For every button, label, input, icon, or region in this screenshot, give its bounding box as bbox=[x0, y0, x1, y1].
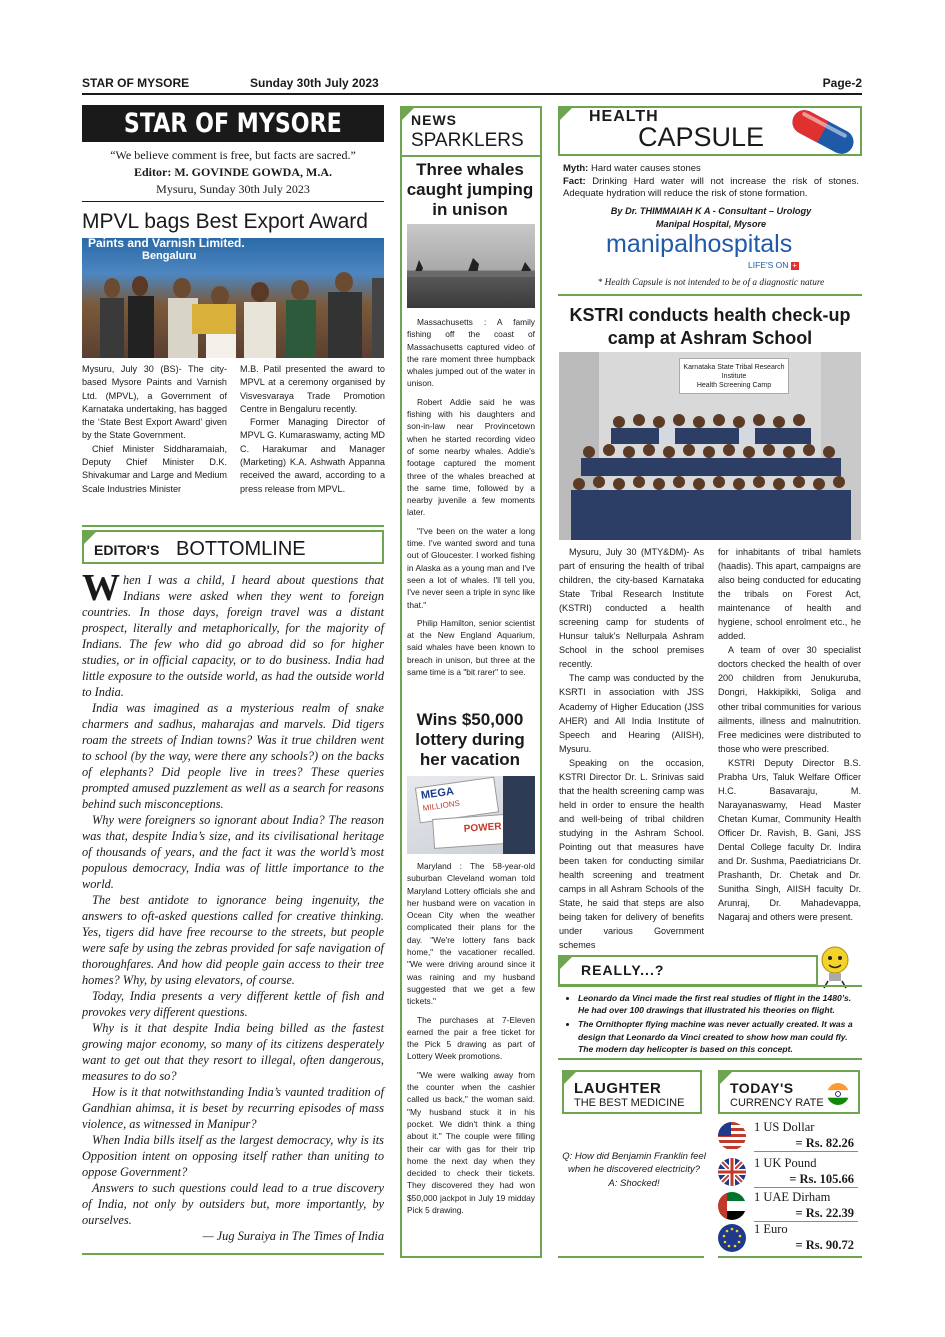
lottery-para: Maryland : The 58-year-old suburban Cleveland woman told Maryland Lottery officials she and her husband were on vacation in Ocean City when the weather complicated their plans for the day. "We're lottery fans back home," the vacationer recalled. "We were driving around since it was raining and my husband suggested that we get a few tickets." bbox=[407, 861, 535, 1007]
currency-divider bbox=[754, 1151, 858, 1152]
bottomline-para: When I was a child, I heard about questions that Indians were asked when they went to foreign countries. In those days, foreign travel was a distant prospect, literally and metaphorically, for the majority of Indians. The few who did go abroad did so for higher studies, or in official capacity, or to do business. India had little exposure to the outside world, as had the outside world to India. bbox=[82, 567, 384, 699]
currency-name: 1 UK Pound bbox=[754, 1156, 817, 1170]
health-hospital: Manipal Hospital, Mysore bbox=[655, 219, 767, 229]
currency-value: = Rs. 82.26 bbox=[795, 1136, 854, 1150]
mpvl-column-2 bbox=[240, 363, 385, 496]
uk-flag-icon bbox=[718, 1158, 746, 1186]
whales-para: Robert Addie said he was fishing with his daughters and son-in-law near Provincetown when he started recording video of some nearby whales. Addie's footage captured the moment three of the whales breached at the same time, followed by a nearby juvenile a few moments later. bbox=[407, 396, 535, 518]
bottomline-para: India was imagined as a mysterious realm of snake charmers and sadhus, maharajas and marvels. Did tigers roam the streets of Indian towns? Was it true children went to school (by the way, were there any schools?) on the backs of elephants? Did people live in trees? These queries prompted amused puzzlement as well as a search for reasons behind such misconceptions. bbox=[82, 701, 384, 811]
green-corner-marker bbox=[558, 106, 574, 122]
whales-para: Philip Hamilton, senior scientist at the New England Aquarium, said whales have been known to breach in unison, but three at the same time is a "bit rarer" to see. bbox=[407, 617, 535, 678]
mpvl-people-illustration bbox=[82, 238, 384, 358]
bottomline-para: Today, India presents a very different kettle of fish and provokes very different questions. bbox=[82, 989, 384, 1019]
laughter-subtitle: THE BEST MEDICINE bbox=[574, 1097, 685, 1109]
bottomline-para: Answers to such questions could lead to a true discovery of India, not only by outsiders but, more importantly, by ourselves. bbox=[82, 1181, 384, 1227]
really-rule bbox=[558, 985, 862, 987]
laughter-title: LAUGHTER bbox=[574, 1080, 662, 1097]
currency-name: 1 UAE Dirham bbox=[754, 1190, 831, 1204]
masthead-logo: STAR OF MYSORE bbox=[82, 105, 384, 142]
bottomline-title-bold: EDITOR'S bbox=[94, 542, 160, 558]
kstri-headline: KSTRI conducts health check-up camp at Ashram School bbox=[569, 305, 851, 348]
kstri-para: Mysuru, July 30 (MTY&DM)- As part of ensuring the health of tribal children, the city-based Karnataka State Tribal Research Institute (KSTRI) conducted a health screening camp for students of Hunsur taluk’s Nellurpala Ashram School in the school premises recently. bbox=[559, 547, 704, 670]
currency-row-aed bbox=[718, 1190, 858, 1222]
masthead-rule bbox=[82, 201, 384, 202]
lottery-background-edge bbox=[503, 776, 535, 854]
lottery-para: The purchases at 7-Eleven earned the pair a free ticket for the Pick 5 drawing as part of Lottery Week promotions. bbox=[407, 1014, 535, 1062]
bottomline-para: The best antidote to ignorance being ingenuity, the answers to oft-asked questions called for creative thinking. Yes, tigers did have free recourse to the streets, but people were safe by using the zebras provided for safe navigation of thoroughfares. And how did people gain access to their tree homes? Why, by using elevators, of course. bbox=[82, 893, 384, 987]
mpvl-award-photo bbox=[82, 238, 384, 358]
manipal-tagline: LIFE'S ON + bbox=[748, 260, 798, 270]
mpvl-photo-banner: Paints and Varnish Limited. bbox=[88, 238, 245, 250]
health-bottom-rule bbox=[558, 294, 862, 296]
mpvl-para: Former Managing Director of MPVL G. Kumaraswamy, acting MD C. Harakumar and Manager (Marketing) K.A. Ashwath Appanna received the award, according to a press release from MPVL. bbox=[240, 417, 385, 494]
sparklers-title-rule bbox=[402, 155, 540, 157]
bottomline-para: How is it that notwithstanding India’s vaunted tradition of Gandhian ahimsa, it is beset by recurring episodes of mass violence, as witnessed in Manipur? bbox=[82, 1085, 384, 1131]
bottomline-para: When India bills itself as the largest democracy, why is its Opposition intent on opposing itself rather than uniting to oppose Government? bbox=[82, 1133, 384, 1179]
really-fact-item: • The Ornithopter flying machine was never actually created. It was a design that Leonardo da Vinci created to show how man could fly. The modern day helicopter is based on this concept. bbox=[578, 1018, 860, 1055]
bottomline-para: Why is it that despite India being billed as the fastest growing major economy, so many of its citizens desperately want to get out that they resort to illegal, often dangerous, measures to do so? bbox=[82, 1021, 384, 1083]
header-rule bbox=[82, 93, 862, 95]
mpvl-headline: MPVL bags Best Export Award bbox=[82, 210, 368, 233]
currency-row-usd bbox=[718, 1120, 858, 1152]
health-disclaimer: * Health Capsule is not intended to be of a diagnostic nature bbox=[597, 278, 825, 288]
sparklers-title-bold: NEWS bbox=[411, 112, 457, 128]
health-myth-fact: Myth: Hard water causes stones Fact: Drinking Hard water will not increase the risk of stones. Adequate hydration will reduce the risk of stone formation. bbox=[563, 163, 860, 199]
kstri-group-photo bbox=[559, 352, 861, 540]
currency-title: TODAY'S bbox=[730, 1080, 794, 1096]
really-bottom-rule bbox=[558, 1058, 862, 1060]
currency-value: = Rs. 90.72 bbox=[795, 1238, 854, 1252]
whales-headline: Three whales caught jumping in unison bbox=[406, 160, 534, 219]
kstri-para: A team of over 30 specialist doctors checked the health of over 200 children from Jenukuruba, Dongri, Hakkipikki, Soliga and other tribal communities for various ailments, illness and malnutrition. Free medicines were distributed to those who were prescribed. bbox=[718, 645, 861, 754]
eu-flag-icon bbox=[718, 1224, 746, 1252]
kstri-para: The camp was conducted by the KSRTI in association with JSS Academy of Higher Education (JSS AHER) and All India Institute of Speech and Hearing (AIISH), Mysuru. bbox=[559, 673, 704, 754]
mpvl-para: M.B. Patil presented the award to MPVL at a ceremony organised by Visvesvaraya Trade Promotion Centre in Bengaluru recently. bbox=[240, 364, 385, 414]
bottomline-para: Why were foreigners so ignorant about India? The reason was that, despite India’s size, and its civilisational heritage of thousands of years, and the fact it was the world’s most populous democracy, India was of little importance to the world. bbox=[82, 813, 384, 891]
currency-name: 1 US Dollar bbox=[754, 1120, 815, 1134]
header-paper-name: STAR OF MYSORE bbox=[82, 76, 190, 90]
kstri-para: Speaking on the occasion, KSTRI Director Dr. L. Srinivas said that the health screening camp was held in order to ensure the health and well-being of tribal children studying in the Ashram School. Pointing out that measures have been taken for conducting similar health screening and treatment camps in all Ashram Schools of the State, he said that steps are also being taken for delivery of benefits under various Government schemes bbox=[559, 757, 704, 951]
currency-row-gbp bbox=[718, 1156, 858, 1188]
sparklers-title-light: SPARKLERS bbox=[411, 130, 524, 151]
lottery-body bbox=[407, 860, 535, 1222]
header-page-number: Page-2 bbox=[822, 76, 862, 90]
laughter-question: Q: How did Benjamin Franklin feel when he discovered electricity? bbox=[562, 1151, 706, 1176]
mpvl-para: Mysuru, July 30 (BS)- The city-based Mysore Paints and Varnish Ltd. (MPVL), a Government of Karnataka undertaking, has bagged the ‘State Best Export Award’ given by the State Government. bbox=[82, 364, 227, 441]
kstri-crowd-illustration bbox=[559, 352, 861, 540]
laughter-joke bbox=[562, 1150, 706, 1190]
kstri-column-2 bbox=[718, 545, 861, 924]
really-facts bbox=[564, 992, 860, 1057]
india-flag-icon bbox=[827, 1083, 849, 1105]
whales-silhouettes bbox=[407, 224, 535, 308]
kstri-para: for inhabitants of tribal hamlets (haadis). This apart, campaigns are also being conducted for educating the tribals on Forest Act, maintenance of health and hygiene, school enrolment etc., he added. bbox=[718, 547, 861, 642]
lottery-para: "We were walking away from the counter when the cashier called us back," the woman said. "My husband stuck it in his pocket. We didn't think a thing about it." The couple were filling their car with gas for their trip home the next day when they decided to check their tickets. They discovered they had won $50,000 jackpot in July 19 midday Pick 5 drawing. bbox=[407, 1069, 535, 1216]
header-date: Sunday 30th July 2023 bbox=[250, 76, 379, 90]
uae-flag-icon bbox=[718, 1192, 746, 1220]
currency-value: = Rs. 22.39 bbox=[795, 1206, 854, 1220]
capsule-pill-icon bbox=[782, 108, 864, 156]
whales-body bbox=[407, 316, 535, 684]
health-myth: Hard water causes stones bbox=[590, 163, 701, 174]
us-flag-icon bbox=[718, 1122, 746, 1150]
lightbulb-icon bbox=[816, 944, 854, 990]
health-fact: Drinking Hard water will not increase the risk of stones. Adequate hydration will reduce the risk of stone formation. bbox=[563, 175, 860, 199]
bottomline-title-box bbox=[82, 530, 384, 564]
currency-divider bbox=[754, 1187, 858, 1188]
really-title: REALLY...? bbox=[581, 962, 665, 978]
currency-row-eur bbox=[718, 1222, 858, 1254]
kstri-photo-banner: Karnataka State Tribal Research Institute Health Screening Camp bbox=[679, 358, 789, 394]
kstri-column-1 bbox=[559, 545, 704, 952]
lottery-headline: Wins $50,000 lottery during her vacation bbox=[415, 710, 525, 769]
bottomline-body bbox=[82, 567, 384, 1244]
laughter-bottom-rule bbox=[558, 1256, 704, 1258]
masthead-editor: Editor: M. GOVINDE GOWDA, M.A. bbox=[134, 165, 332, 179]
whales-photo bbox=[407, 224, 535, 308]
bottomline-bottom-rule bbox=[82, 1253, 384, 1255]
health-author: By Dr. THIMMAIAH K A - Consultant – Urology bbox=[610, 206, 812, 216]
laughter-answer: A: Shocked! bbox=[608, 1177, 660, 1189]
lottery-photo bbox=[407, 776, 535, 854]
health-title-bold: HEALTH bbox=[589, 108, 659, 125]
mpvl-photo-sub: Bengaluru bbox=[142, 250, 197, 262]
bottomline-byline: — Jug Suraiya in The Times of India bbox=[202, 1229, 384, 1243]
mpvl-column-1 bbox=[82, 363, 227, 496]
lottery-ticket-2: POWER bbox=[432, 813, 520, 849]
masthead-motto: “We believe comment is free, but facts are sacred.” bbox=[110, 148, 356, 162]
kstri-para: KSTRI Deputy Director B.S. Prabha Urs, Taluk Welfare Officer H.C. Basavaraju, M. Narayanaswamy, Head Master Chetan Kumar, Community Health Officer Dr. Ravish, B. Gani, JSS Dental College faculty Dr. Indira and Dr. Sushma, Paediatricians Dr. Prashanth, Dr. Chetak and Dr. Sunitha Singh, AIISH faculty Dr. Arunraj, Dr. Mahadevappa, Nagaraj and others were present. bbox=[718, 757, 861, 923]
currency-bottom-rule bbox=[718, 1256, 862, 1258]
health-title-light: CAPSULE bbox=[638, 122, 765, 152]
currency-name: 1 Euro bbox=[754, 1222, 788, 1236]
currency-subtitle: CURRENCY RATE bbox=[730, 1097, 824, 1109]
bottomline-top-rule bbox=[82, 525, 384, 527]
bottomline-dropcap: W bbox=[82, 567, 120, 609]
manipal-logo: manipalhospitals bbox=[606, 230, 793, 258]
currency-value: = Rs. 105.66 bbox=[789, 1172, 854, 1186]
mpvl-para: Chief Minister Siddharamaiah, Deputy Chief Minister D.K. Shivakumar and Large and Medium Scale Industries Minister bbox=[82, 443, 227, 494]
whales-para: Massachusetts : A family fishing off the coast of Massachusetts captured video of the rare moment three humpback whales jumped out of the water in unison. bbox=[407, 317, 535, 389]
lottery-ticket-1: MEGA MILLIONS bbox=[415, 777, 499, 824]
masthead-dateline: Mysuru, Sunday 30th July 2023 bbox=[156, 182, 310, 196]
whales-para: "I've been on the water a long time. I've wanted sword and tuna out of Gloucester. I worked fishing in Alaska as a young man and I've seen a lot of whales. I'll tell you, I've never seen a triple in sync like that." bbox=[407, 525, 535, 610]
really-fact-item: • Leonardo da Vinci made the first real studies of flight in the 1480’s. He had over 100 drawings that illustrated his theories on flight. bbox=[578, 992, 860, 1016]
green-corner-marker bbox=[558, 955, 574, 971]
bottomline-title-light: BOTTOMLINE bbox=[176, 538, 306, 560]
